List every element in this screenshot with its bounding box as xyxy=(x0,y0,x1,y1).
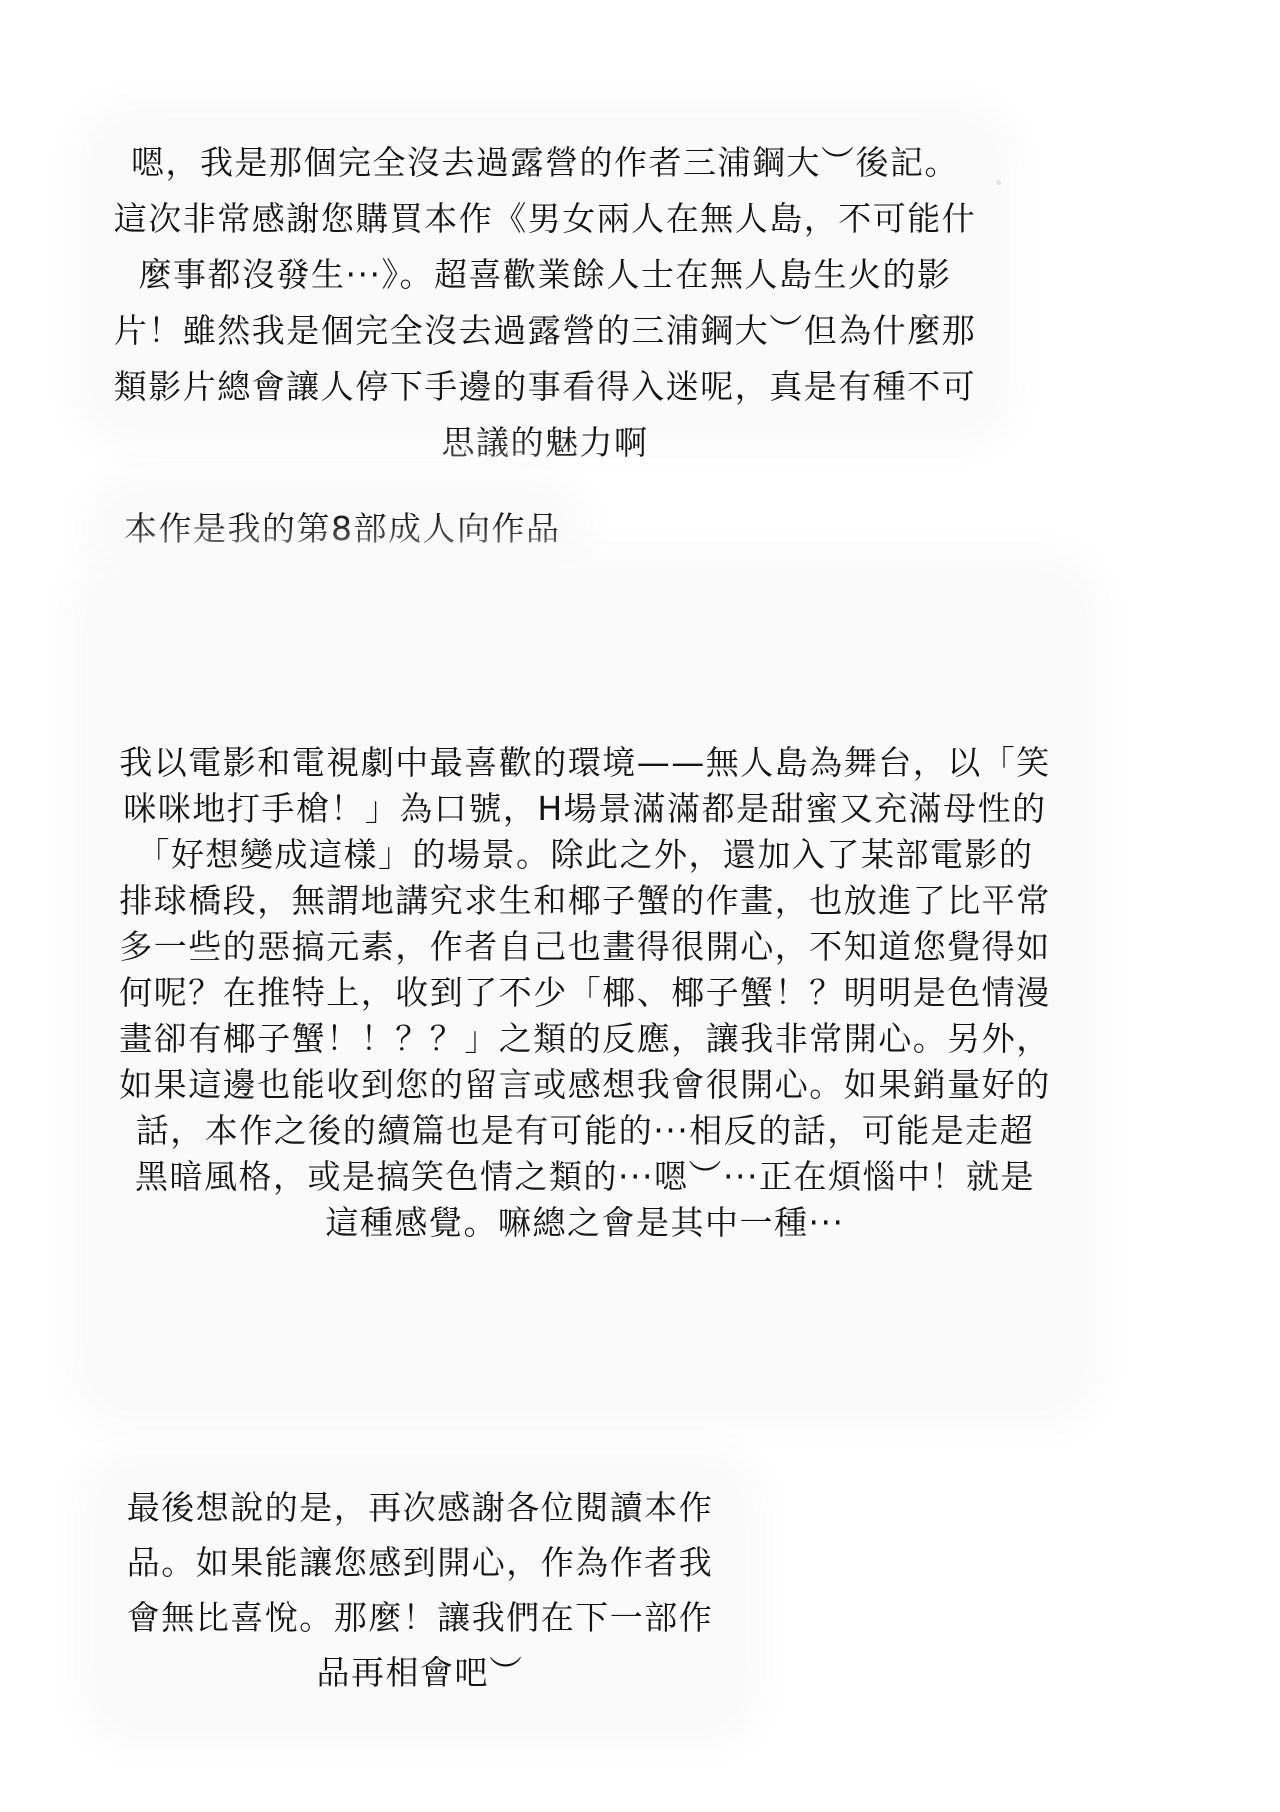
text-line: 話，本作之後的續篇也是有可能的···相反的話，可能是走超 xyxy=(135,1111,1035,1150)
work-count-paragraph xyxy=(110,500,560,560)
text-line: 如果這邊也能收到您的留言或感想我會很開心。如果銷量好的 xyxy=(119,1065,1051,1104)
speck-mark xyxy=(996,180,1001,185)
text-line: 多一些的惡搞元素，作者自己也畫得很開心，不知道您覺得如 xyxy=(119,927,1051,966)
text-line: 這次非常感謝您購買本作《男女兩人在無人島，不可能什 xyxy=(113,199,977,238)
text-line: 我以電影和電視劇中最喜歡的環境——無人島為舞台，以「笑 xyxy=(119,743,1051,782)
text-line: 片！雖然我是個完全沒去過露營的三浦鋼大︶但為什麼那 xyxy=(113,311,977,350)
text-line: 畫卻有椰子蟹！！？？」之類的反應，讓我非常開心。另外， xyxy=(119,1019,1051,1058)
text-line: 類影片總會讓人停下手邊的事看得入迷呢，真是有種不可 xyxy=(113,367,977,406)
text-line: 會無比喜悅。那麼！讓我們在下一部作 xyxy=(126,1598,714,1637)
text-line: 品再相會吧︶ xyxy=(316,1653,524,1692)
closing-paragraph xyxy=(105,1475,735,1720)
text-line: 最後想說的是，再次感謝各位閱讀本作 xyxy=(126,1488,714,1527)
text-line: 嗯，我是那個完全沒去過露營的作者三浦鋼大︶後記。 xyxy=(131,143,959,182)
text-line: 「好想變成這樣」的場景。除此之外，還加入了某部電影的 xyxy=(136,835,1034,874)
text-line: 品。如果能讓您感到開心，作為作者我 xyxy=(126,1543,714,1582)
text-line: 本作是我的第8部成人向作品 xyxy=(124,509,561,548)
work-description-paragraph xyxy=(95,580,1075,1400)
text-line: 思議的魅力啊 xyxy=(441,423,649,462)
text-line: 何呢？在推特上，收到了不少「椰、椰子蟹！？明明是色情漫 xyxy=(119,973,1051,1012)
afterword-intro-paragraph xyxy=(100,130,990,462)
text-line: 咪咪地打手槍！」為口號，H場景滿滿都是甜蜜又充滿母性的 xyxy=(123,789,1047,828)
text-line: 這種感覺。嘛總之會是其中一種··· xyxy=(325,1203,845,1242)
text-line: 排球橋段，無謂地講究求生和椰子蟹的作畫，也放進了比平常 xyxy=(119,881,1051,920)
text-line: 麼事都沒發生···》。超喜歡業餘人士在無人島生火的影 xyxy=(138,255,952,294)
text-line: 黑暗風格，或是搞笑色情之類的···嗯︶···正在煩惱中！就是 xyxy=(135,1157,1035,1196)
